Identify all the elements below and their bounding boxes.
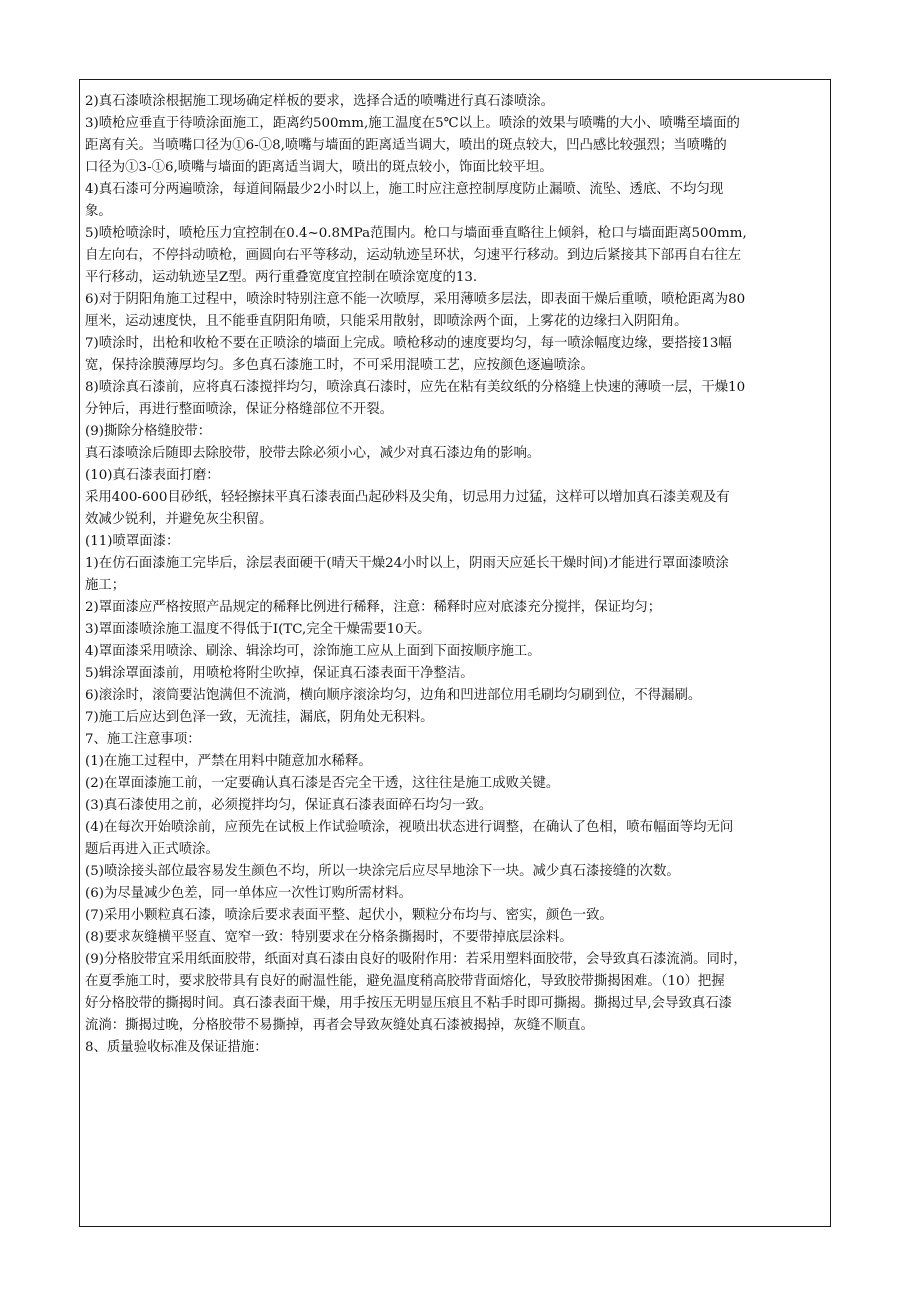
document-table-cell bbox=[79, 79, 831, 1227]
text-line: (3)真石漆使用之前，必须搅拌均匀，保证真石漆表面碎石均匀一致。 bbox=[85, 798, 493, 813]
text-line: 题后再进入正式喷涂。 bbox=[85, 842, 219, 857]
text-line: 6)对于阴阳角施工过程中，喷涂时特别注意不能一次喷厚，采用薄喷多层法，即表面干燥后重喷，喷枪距离为80 bbox=[85, 292, 746, 307]
text-line: (4)在每次开始喷涂前，应预先在试板上作试验喷涂，视喷出状态进行调整，在确认了色相，喷布幅面等均无问 bbox=[85, 820, 734, 835]
text-line: (1)在施工过程中，严禁在用料中随意加水稀释。 bbox=[85, 754, 372, 769]
text-line: 好分格胶带的撕揭时间。真石漆表面干燥，用手按压无明显压痕且不粘手时即可撕揭。撕揭过早,会导致真石漆 bbox=[85, 996, 733, 1011]
text-line: 7)喷涂时，出枪和收枪不要在正喷涂的墙面上完成。喷枪移动的速度要均匀，每一喷涂幅度边缘，要搭接13幅 bbox=[85, 336, 732, 351]
text-line: 真石漆喷涂后随即去除胶带，胶带去除必须小心，减少对真石漆边角的影响。 bbox=[85, 446, 541, 461]
text-line: 3)喷枪应垂直于待喷涂面施工，距离约500mm,施工温度在5℃以上。喷涂的效果与喷嘴的大小、喷嘴至墙面的 bbox=[85, 116, 740, 131]
text-line: 距离有关。当喷嘴口径为①6-①8,喷嘴与墙面的距离适当调大，喷出的斑点较大，凹凸感比较强烈；当喷嘴的 bbox=[85, 138, 727, 153]
text-line: 采用400-600目砂纸，轻轻擦抹平真石漆表面凸起砂料及尖角，切忌用力过猛，这样可以增加真石漆美观及有 bbox=[85, 490, 730, 505]
text-line: 7)施工后应达到色泽一致，无流挂，漏底，阴角处无积料。 bbox=[85, 710, 434, 725]
text-line: 4)真石漆可分两遍喷涂，每道间隔最少2小时以上，施工时应注意控制厚度防止漏喷、流坠、透底、不均匀现 bbox=[85, 182, 724, 197]
text-line: 4)罩面漆采用喷涂、刷涂、辑涂均可，涂饰施工应从上面到下面按顺序施工。 bbox=[85, 644, 541, 659]
text-line: (9)分格胶带宜采用纸面胶带，纸面对真石漆由良好的吸附作用：若采用塑料面胶带，会导致真石漆流淌。同时， bbox=[85, 952, 747, 967]
text-line: (6)为尽量减少色差，同一单体应一次性订购所需材料。 bbox=[85, 886, 412, 901]
text-line: 象。 bbox=[85, 204, 112, 219]
text-line: 分钟后，再进行整面喷涂，保证分格缝部位不开裂。 bbox=[85, 402, 393, 417]
text-line: 宽，保持涂膜薄厚均匀。多色真石漆施工时，不可采用混喷工艺，应按颜色逐遍喷涂。 bbox=[85, 358, 594, 373]
text-line: 自左向右，不停抖动喷枪，画圆向右平等移动，运动轨迹呈环状，匀速平行移动。到边后紧接其下部再自右往左 bbox=[85, 248, 742, 263]
text-line: 效减少锐利，并避免灰尘积留。 bbox=[85, 512, 273, 527]
text-line: 5)辑涂罩面漆前，用喷枪将附尘吹掉，保证真石漆表面干净整洁。 bbox=[85, 666, 474, 681]
text-line: 1)在仿石面漆施工完毕后，涂层表面硬干(晴天干燥24小时以上，阴雨天应延长干燥时间)才能进行罩面漆喷涂 bbox=[85, 556, 729, 571]
section-heading: 7、施工注意事项： bbox=[85, 732, 201, 747]
text-line: (2)在罩面漆施工前，一定要确认真石漆是否完全干透，这往往是施工成败关键。 bbox=[85, 776, 560, 791]
text-line: 在夏季施工时，要求胶带具有良好的耐温性能，避免温度稍高胶带背面熔化，导致胶带撕揭困难。（10）把握 bbox=[85, 974, 725, 989]
text-line: (10)真石漆表面打磨： bbox=[85, 468, 220, 483]
text-line: 厘米，运动速度快，且不能垂直阴阳角喷，只能采用散射，即喷涂两个面，上雾花的边缘扫入阴阳角。 bbox=[85, 314, 688, 329]
text-line: 2)真石漆喷涂根据施工现场确定样板的要求，选择合适的喷嘴进行真石漆喷涂。 bbox=[85, 94, 555, 109]
text-line: (5)喷涂接头部位最容易发生颜色不均，所以一块涂完后应尽早地涂下一块。减少真石漆接缝的次数。 bbox=[85, 864, 680, 879]
text-line: (9)撕除分格缝胶带： bbox=[85, 424, 212, 439]
text-line: 6)滚涂时，滚筒要沾饱满但不流淌，横向顺序滚涂均匀，边角和凹进部位用毛刷均匀刷到位，不得漏刷。 bbox=[85, 688, 702, 703]
text-line: 施工； bbox=[85, 578, 126, 593]
text-line: (11)喷罩面漆： bbox=[85, 534, 180, 549]
text-line: 口径为①3-①6,喷嘴与墙面的距离适当调大，喷出的斑点较小，饰面比较平坦。 bbox=[85, 160, 553, 175]
section-heading: 8、质量验收标准及保证措施： bbox=[85, 1040, 268, 1055]
text-line: 5)喷枪喷涂时，喷枪压力宜控制在0.4~0.8MPa范围内。枪口与墙面垂直略往上倾斜，枪口与墙面距离500mm, bbox=[85, 226, 747, 241]
text-line: 3)罩面漆喷涂施工温度不得低于I(TC,完全干燥需要10天。 bbox=[85, 622, 431, 637]
text-line: (7)采用小颗粒真石漆，喷涂后要求表面平整、起伏小，颗粒分布均与、密实，颜色一致。 bbox=[85, 908, 613, 923]
text-line: 平行移动，运动轨迹呈Z型。两行重叠宽度宜控制在喷涂宽度的13. bbox=[85, 270, 478, 285]
text-line: 8)喷涂真石漆前，应将真石漆搅拌均匀，喷涂真石漆时，应先在粘有美纹纸的分格缝上快速的薄喷一层，干燥10 bbox=[85, 380, 746, 395]
text-line: (8)要求灰缝横平竖直、宽窄一致：特别要求在分格条撕揭时，不要带掉底层涂料。 bbox=[85, 930, 573, 945]
text-line: 流淌：撕揭过晚，分格胶带不易撕掉，再者会导致灰缝处真石漆被揭掉，灰缝不顺直。 bbox=[85, 1018, 594, 1033]
text-line: 2)罩面漆应严格按照产品规定的稀释比例进行稀释，注意：稀释时应对底漆充分搅拌，保证均匀； bbox=[85, 600, 662, 615]
